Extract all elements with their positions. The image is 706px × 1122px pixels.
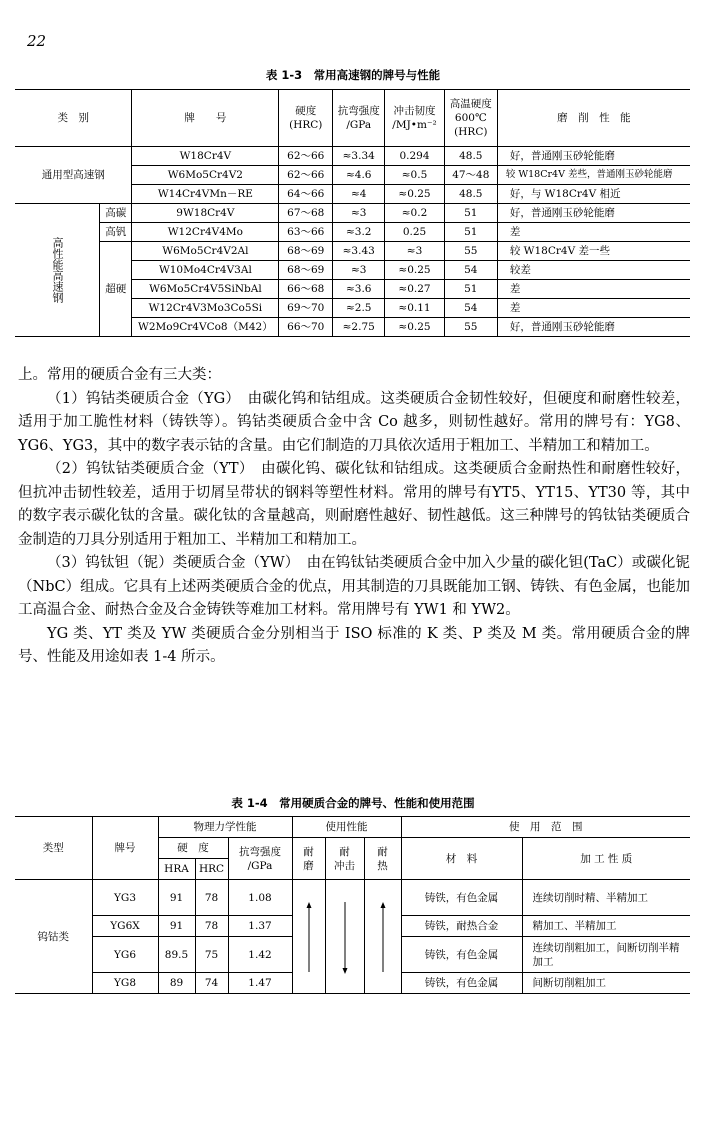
- table-row: [15, 204, 690, 223]
- cell-grade: W6Mo5Cr4V2: [132, 166, 279, 185]
- cell-grade: W2Mo9Cr4VCo8（M42）: [132, 318, 279, 337]
- cell-hot: 54: [444, 261, 497, 280]
- cell-grinding: 差: [497, 299, 690, 318]
- cell-impact: ≈0.25: [385, 318, 445, 337]
- cell-grinding: 好，与 W18Cr4V 相近: [497, 185, 690, 204]
- cell-hra: 91: [158, 916, 195, 937]
- table-1-3-caption: 表 1-3 常用高速钢的牌号与性能: [265, 68, 441, 82]
- cell-hot: 47～48: [444, 166, 497, 185]
- header-type: 类型: [15, 817, 92, 880]
- cell-strength: ≈3.2: [333, 223, 385, 242]
- cell-grinding: 差: [497, 280, 690, 299]
- cell-impact: ≈0.27: [385, 280, 445, 299]
- cell-grade: W6Mo5Cr4V5SiNbAl: [132, 280, 279, 299]
- cell-hardness: 68～69: [279, 261, 333, 280]
- cell-grade: W12Cr4V3Mo3Co5Si: [132, 299, 279, 318]
- header-mechanical: 物理力学性能: [158, 817, 292, 838]
- table-1-3: [15, 89, 690, 337]
- cell-grade: W18Cr4V: [132, 147, 279, 166]
- cell-grade: YG3: [92, 880, 158, 916]
- cell-grinding: 好，普通刚玉砂轮能磨: [497, 204, 690, 223]
- cell-impact: ≈0.25: [385, 261, 445, 280]
- cell-hardness: 64～66: [279, 185, 333, 204]
- cell-grade: YG6X: [92, 916, 158, 937]
- header-wear: 耐 磨: [292, 838, 325, 880]
- header-grade: 牌 号: [132, 90, 279, 147]
- paragraph: （3）钨钛钽（铌）类硬质合金（YW） 由在钨钛钴类硬质合金中加入少量的碳化钽(TaC）或碳化铌（NbC）组成。它具有上述两类硬质合金的优点，用其制造的刀具既能加工钢、铸铁、有色金属，也能加工高温合金、耐热合金及合金铸铁等难加工材料。常用牌号有 YW1 和 YW2。: [18, 555, 690, 618]
- cell-hra: 89.5: [158, 937, 195, 973]
- cell-hardness: 62～66: [279, 147, 333, 166]
- table-header-row: [15, 90, 690, 147]
- cell-hrc: 74: [195, 973, 228, 994]
- table-row: [15, 147, 690, 166]
- cell-process: 间断切削粗加工: [522, 973, 690, 994]
- cell-grinding: 差: [497, 223, 690, 242]
- paragraph: YG 类、YT 类及 YW 类硬质合金分别相当于 ISO 标准的 K 类、P 类及 M 类。常用硬质合金的牌号、性能及用途如表 1-4 所示。: [18, 625, 690, 665]
- type-label: 钨钴类: [15, 880, 92, 994]
- cell-hardness: 69～70: [279, 299, 333, 318]
- cell-hrc: 78: [195, 880, 228, 916]
- impact-arrow-cell: [325, 880, 364, 994]
- cell-impact: 0.25: [385, 223, 445, 242]
- heat-arrow-cell: [364, 880, 401, 994]
- cell-grade: W14Cr4VMn－RE: [132, 185, 279, 204]
- paragraph: （2）钨钛钴类硬质合金（YT） 由碳化钨、碳化钛和钴组成。这类硬质合金耐热性和耐磨性较好，但抗冲击韧性较差，适用于切屑呈带状的钢料等塑性材料。常用的牌号有YT5、YT15、YT30 等，其中的数字表示碳化钛的含量。碳化钛的含量越高，则耐磨性越好、韧性越低。这三种牌号的钨钛钴类硬质合金制造的刀具分别适用于粗加工、半精加工和精加工。: [18, 461, 690, 548]
- cell-material: 铸铁，有色金属: [401, 880, 522, 916]
- cell-strength: ≈3.34: [333, 147, 385, 166]
- cell-hot: 51: [444, 280, 497, 299]
- cell-strength: ≈4: [333, 185, 385, 204]
- cell-strength: 1.47: [228, 973, 292, 994]
- cell-impact: ≈0.11: [385, 299, 445, 318]
- cell-impact: ≈0.25: [385, 185, 445, 204]
- header-hardness: 硬 度: [158, 838, 228, 859]
- cell-grade: YG8: [92, 973, 158, 994]
- subgroup-high-carbon: 高碳: [100, 204, 132, 223]
- header-grinding: 磨 削 性 能: [497, 90, 690, 147]
- down-arrow-icon: [340, 902, 350, 974]
- cell-hardness: 68～69: [279, 242, 333, 261]
- wear-arrow-cell: [292, 880, 325, 994]
- cell-process: 精加工、半精加工: [522, 916, 690, 937]
- cell-hot: 48.5: [444, 147, 497, 166]
- cell-hra: 91: [158, 880, 195, 916]
- cell-hot: 55: [444, 242, 497, 261]
- cell-strength: 1.37: [228, 916, 292, 937]
- header-process: 加 工 性 质: [522, 838, 690, 880]
- table-header-row: [15, 817, 690, 838]
- cell-hardness: 67～68: [279, 204, 333, 223]
- header-performance: 使用性能: [292, 817, 401, 838]
- group-high-performance-label: 高性能高速钢: [15, 204, 100, 337]
- cell-strength: ≈4.6: [333, 166, 385, 185]
- cell-strength: ≈3.6: [333, 280, 385, 299]
- table-1-4: [15, 816, 690, 994]
- cell-grade: W6Mo5Cr4V2Al: [132, 242, 279, 261]
- cell-grinding: 好，普通刚玉砂轮能磨: [497, 318, 690, 337]
- header-strength: 抗弯强度 /GPa: [228, 838, 292, 880]
- cell-strength: ≈3.43: [333, 242, 385, 261]
- header-hrc: HRC: [195, 859, 228, 880]
- cell-grinding: 较 W18Cr4V 差些，普通刚玉砂轮能磨: [497, 166, 690, 185]
- cell-grade: W12Cr4V4Mo: [132, 223, 279, 242]
- cell-grinding: 较 W18Cr4V 差一些: [497, 242, 690, 261]
- cell-hardness: 62～66: [279, 166, 333, 185]
- subgroup-super-hard: 超硬: [100, 242, 132, 337]
- table-row: [15, 223, 690, 242]
- cell-hot: 48.5: [444, 185, 497, 204]
- cell-hardness: 66～70: [279, 318, 333, 337]
- body-text: [18, 364, 690, 670]
- cell-impact: 0.294: [385, 147, 445, 166]
- header-hra: HRA: [158, 859, 195, 880]
- cell-strength: ≈2.5: [333, 299, 385, 318]
- cell-impact: ≈0.2: [385, 204, 445, 223]
- header-impact: 冲击韧度 /MJ•m⁻²: [385, 90, 445, 147]
- header-usage: 使 用 范 围: [401, 817, 690, 838]
- subgroup-high-vanadium: 高钒: [100, 223, 132, 242]
- header-hot-hardness: 高温硬度 600℃ (HRC): [444, 90, 497, 147]
- header-heat: 耐 热: [364, 838, 401, 880]
- cell-strength: 1.08: [228, 880, 292, 916]
- table-1-4-caption: 表 1-4 常用硬质合金的牌号、性能和使用范围: [231, 796, 475, 810]
- cell-hot: 51: [444, 204, 497, 223]
- cell-material: 铸铁，有色金属: [401, 937, 522, 973]
- header-grade: 牌号: [92, 817, 158, 880]
- cell-impact: ≈3: [385, 242, 445, 261]
- cell-hardness: 63～66: [279, 223, 333, 242]
- cell-material: 铸铁，有色金属: [401, 973, 522, 994]
- cell-hardness: 66～68: [279, 280, 333, 299]
- cell-process: 连续切削时精、半精加工: [522, 880, 690, 916]
- table-row: [15, 880, 690, 916]
- header-strength: 抗弯强度 /GPa: [333, 90, 385, 147]
- cell-strength: ≈3: [333, 261, 385, 280]
- cell-material: 铸铁，耐热合金: [401, 916, 522, 937]
- cell-grade: YG6: [92, 937, 158, 973]
- cell-hot: 51: [444, 223, 497, 242]
- header-category: 类 别: [15, 90, 132, 147]
- cell-hrc: 78: [195, 916, 228, 937]
- paragraph: （1）钨钴类硬质合金（YG） 由碳化钨和钴组成。这类硬质合金韧性较好，但硬度和耐磨性较差，适用于加工脆性材料（铸铁等）。钨钴类硬质合金中含 Co 越多，则韧性越好。常用的牌号有：YG8、YG6、YG3，其中的数字表示钴的含量。由它们制造的刀具依次适用于粗加工、半精加工和精加工。: [18, 390, 690, 454]
- header-hardness: 硬度 (HRC): [279, 90, 333, 147]
- header-material: 材 料: [401, 838, 522, 880]
- cell-grade: 9W18Cr4V: [132, 204, 279, 223]
- cell-grinding: 好，普通刚玉砂轮能磨: [497, 147, 690, 166]
- cell-impact: ≈0.5: [385, 166, 445, 185]
- cell-process: 连续切削粗加工，间断切削半精加工: [522, 937, 690, 973]
- cell-hot: 54: [444, 299, 497, 318]
- up-arrow-icon: [304, 902, 314, 974]
- cell-hrc: 75: [195, 937, 228, 973]
- paragraph: 上。常用的硬质合金有三大类：: [18, 367, 221, 383]
- cell-strength: ≈3: [333, 204, 385, 223]
- page-number: 22: [27, 32, 47, 50]
- group-general-label: 通用型高速钢: [15, 147, 132, 204]
- cell-hot: 55: [444, 318, 497, 337]
- cell-strength: 1.42: [228, 937, 292, 973]
- cell-hra: 89: [158, 973, 195, 994]
- up-arrow-icon: [378, 902, 388, 974]
- table-row: [15, 242, 690, 261]
- header-impact: 耐 冲击: [325, 838, 364, 880]
- cell-grinding: 较差: [497, 261, 690, 280]
- cell-grade: W10Mo4Cr4V3Al: [132, 261, 279, 280]
- cell-strength: ≈2.75: [333, 318, 385, 337]
